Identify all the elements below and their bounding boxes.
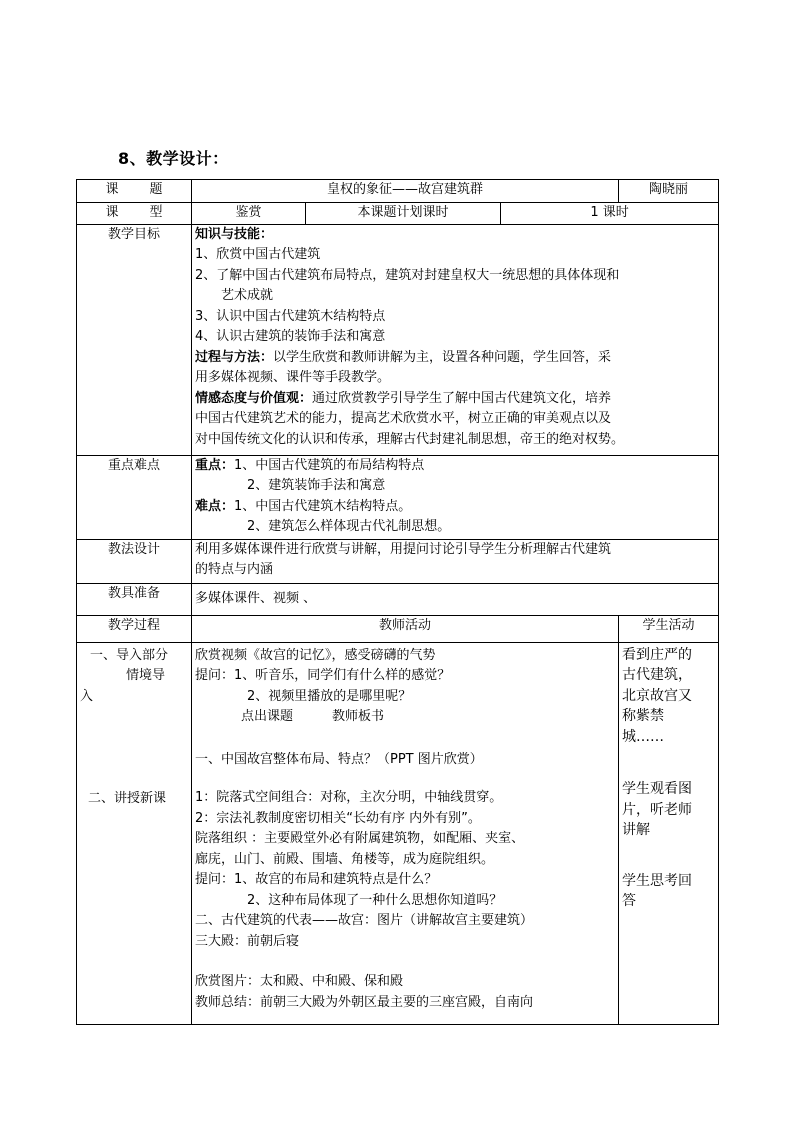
keypoints-content [192, 455, 719, 539]
section-heading: 8、教学设计： [118, 149, 229, 168]
tools-value: 多媒体课件、视频 、 [192, 583, 719, 615]
teacher-line: 教师总结：前朝三大殿为外朝区最主要的三座宫殿，自南向 [195, 994, 534, 1010]
topic-label [77, 180, 192, 203]
teacher-line: 2、视频里播放的是哪里呢？ [247, 688, 412, 704]
method-label: 教法设计 [77, 539, 192, 583]
process-method [195, 348, 715, 369]
student-line: 古代建筑， [622, 667, 693, 683]
goals-row [77, 224, 719, 455]
keypoints-label: 重点难点 [77, 455, 192, 539]
process-stages [77, 642, 192, 1024]
topic-value: 皇权的象征——故宫建筑群 [192, 180, 619, 203]
teacher-line: 提问：1、故宫的布局和建筑特点是什么？ [195, 872, 438, 887]
student-line: 城…… [622, 728, 665, 745]
difficulty-1-text: 1、中国古代建筑木结构特点。 [234, 498, 412, 514]
topic-label-b: 题 [149, 182, 163, 197]
teacher-line: 欣赏视频《故宫的记忆》，感受磅礴的气势 [195, 647, 436, 663]
type-label-b: 型 [149, 205, 163, 220]
teacher-line: 2、这种布局体现了一种什么思想你知道吗？ [247, 892, 503, 908]
difficulty-2: 2、建筑怎么样体现古代礼制思想。 [247, 519, 451, 534]
method-content [192, 539, 719, 583]
teacher-line: 点出课题 教师板书 [241, 709, 385, 724]
stage-2: 二、讲授新课 [88, 791, 167, 806]
difficulty-1 [195, 497, 715, 518]
process-header-teacher: 教师活动 [192, 615, 619, 642]
knowledge-item-1: 1、欣赏中国古代建筑 [195, 247, 321, 262]
type-value: 鉴赏 [192, 203, 306, 225]
student-activity [619, 642, 719, 1024]
student-line: 片，听老师 [622, 801, 693, 818]
attitude-text: 通过欣赏教学引导学生了解中国古代建筑文化，培养 [312, 390, 612, 406]
method-row [77, 539, 719, 583]
teacher-line: 2：宗法礼教制度密切相关“长幼有序 内外有别”。 [195, 810, 481, 826]
tools-label: 教具准备 [77, 583, 192, 615]
teacher-line: 提问：1、听音乐，同学们有什么样的感觉？ [195, 668, 451, 683]
goals-label: 教学目标 [77, 224, 192, 455]
attitude [195, 389, 715, 410]
lesson-plan-table [76, 179, 719, 1025]
stage-1-sub-cont: 入 [80, 688, 94, 704]
process-text-cont: 用多媒体视频、课件等手段教学。 [195, 370, 391, 385]
teacher-line: 院落组织 ：主要殿堂外必有附属建筑物，如配厢、夹室、 [195, 831, 525, 846]
method-line-1: 利用多媒体课件进行欣赏与讲解，用提问讨论引导学生分析理解古代建筑 [195, 541, 612, 557]
attitude-text-2: 中国古代建筑艺术的能力，提高艺术欣赏水平，树立正确的审美观点以及 [195, 411, 612, 426]
student-line: 称紫禁 [622, 708, 665, 724]
topic-row [77, 180, 719, 203]
process-text: 以学生欣赏和教师讲解为主，设置各种问题，学生回答，采 [273, 349, 612, 365]
student-line: 答 [622, 893, 637, 909]
knowledge-item-2-cont: 艺术成就 [221, 288, 274, 303]
method-line-2: 的特点与内涵 [195, 562, 274, 577]
knowledge-item-2: 2、了解中国古代建筑布局特点，建筑对封建皇权大一统思想的具体体现和 [195, 267, 620, 283]
type-row [77, 203, 719, 225]
student-line: 北京故宫又 [622, 687, 693, 704]
student-line: 讲解 [622, 822, 651, 838]
key-point-2: 2、建筑装饰手法和寓意 [247, 478, 386, 493]
stage-1: 一、导入部分 [90, 647, 169, 663]
process-row [77, 642, 719, 1024]
teacher-activity [192, 642, 619, 1024]
key-point-1-text: 1、中国古代建筑的布局结构特点 [234, 457, 425, 473]
keypoints-row [77, 455, 719, 539]
tools-row [77, 583, 719, 615]
teacher-name: 陶晓丽 [619, 180, 719, 203]
knowledge-item-3: 3、认识中国古代建筑木结构特点 [195, 308, 386, 324]
teacher-line: 欣赏图片：太和殿、中和殿、保和殿 [195, 974, 404, 989]
knowledge-item-4: 4、认识古建筑的装饰手法和寓意 [195, 329, 386, 344]
attitude-text-3: 对中国传统文化的认识和传承，理解古代封建礼制思想，帝王的绝对权势。 [195, 431, 625, 447]
teacher-line: 一、中国故宫整体布局、特点？（PPT 图片欣赏） [195, 751, 483, 767]
student-line: 看到庄严的 [622, 646, 693, 663]
difficulty-title: 难点： [195, 498, 235, 514]
student-line: 学生思考回 [622, 872, 693, 889]
teacher-line: 二、古代建筑的代表——故宫：图片（讲解故宫主要建筑） [195, 913, 534, 928]
plan-hours-value: 1 课时 [501, 203, 719, 225]
type-label-a: 课 [105, 205, 119, 220]
process-title: 过程与方法： [195, 349, 274, 365]
goals-content [192, 224, 719, 455]
process-header-student: 学生活动 [619, 615, 719, 642]
teacher-line: 廊庑，山门、前殿、围墙、角楼等，成为庭院组织。 [195, 851, 495, 867]
teacher-line: 1：院落式空间组合：对称，主次分明，中轴线贯穿。 [195, 790, 503, 805]
type-label [77, 203, 192, 225]
student-line: 学生观看图 [622, 781, 693, 797]
process-header-stage: 教学过程 [77, 615, 192, 642]
topic-label-a: 课 [105, 182, 119, 197]
knowledge-title: 知识与技能： [195, 226, 274, 242]
key-title: 重点： [195, 457, 235, 473]
key-point-1 [195, 456, 715, 477]
process-header-row [77, 615, 719, 642]
teacher-line: 三大殿：前朝后寝 [195, 933, 300, 949]
attitude-title: 情感态度与价值观： [195, 390, 313, 406]
plan-hours-label: 本课题计划课时 [306, 203, 501, 225]
stage-1-sub: 情境导 [126, 668, 166, 683]
